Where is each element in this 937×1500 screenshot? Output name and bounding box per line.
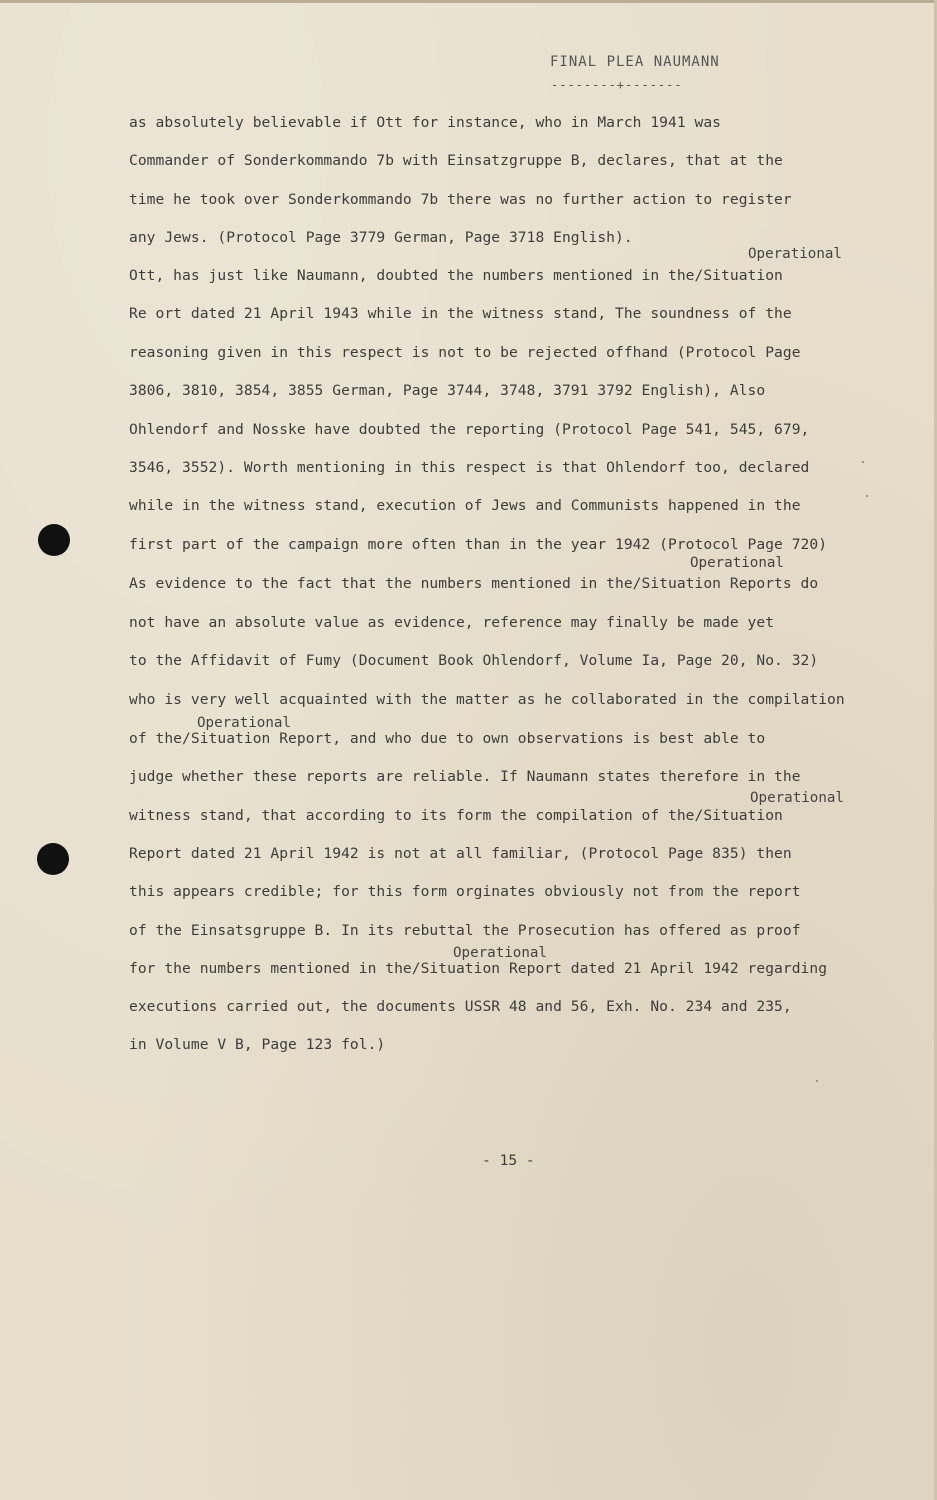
insert-operational-5: Operational xyxy=(453,945,547,961)
page-number: - 15 - xyxy=(482,1152,535,1169)
page-top-edge xyxy=(0,0,937,3)
body-line-7: reasoning given in this respect is not to be rejected offhand (Protocol Page xyxy=(129,344,801,361)
document-header-title: FINAL PLEA NAUMANN xyxy=(550,54,720,70)
body-line-1: as absolutely believable if Ott for instance, who in March 1941 was xyxy=(129,114,722,131)
body-line-14: not have an absolute value as evidence, reference may finally be made yet xyxy=(129,614,775,631)
insert-operational-1: Operational xyxy=(748,246,842,262)
body-line-5: Ott, has just like Naumann, doubted the numbers mentioned in the/Situation xyxy=(129,267,783,284)
body-line-19: witness stand, that according to its form the compilation of the/Situation xyxy=(129,807,783,824)
punch-hole-upper xyxy=(38,524,70,556)
body-line-20: Report dated 21 April 1942 is not at all familiar, (Protocol Page 835) then xyxy=(129,845,792,862)
paper-speck xyxy=(862,461,864,463)
body-line-23: for the numbers mentioned in the/Situation Report dated 21 April 1942 regarding xyxy=(129,960,828,977)
body-line-15: to the Affidavit of Fumy (Document Book Ohlendorf, Volume Ia, Page 20, No. 32) xyxy=(129,652,819,669)
punch-hole-lower xyxy=(37,843,69,875)
body-line-24: executions carried out, the documents USSR 48 and 56, Exh. No. 234 and 235, xyxy=(129,998,792,1015)
body-line-25: in Volume V B, Page 123 fol.) xyxy=(129,1036,386,1053)
paper-speck xyxy=(866,495,868,497)
body-line-6: Re ort dated 21 April 1943 while in the witness stand, The soundness of the xyxy=(129,305,792,322)
body-line-10: 3546, 3552). Worth mentioning in this respect is that Ohlendorf too, declared xyxy=(129,459,810,476)
body-line-8: 3806, 3810, 3854, 3855 German, Page 3744, 3748, 3791 3792 English), Also xyxy=(129,382,766,399)
body-line-12: first part of the campaign more often than in the year 1942 (Protocol Page 720) xyxy=(129,536,828,553)
insert-operational-2: Operational xyxy=(690,555,784,571)
insert-operational-4: Operational xyxy=(750,790,844,806)
body-line-4: any Jews. (Protocol Page 3779 German, Page 3718 English). xyxy=(129,229,633,246)
body-line-16: who is very well acquainted with the matter as he collaborated in the compilation xyxy=(129,691,845,708)
document-header-rule: --------+------- xyxy=(551,78,683,92)
body-line-9: Ohlendorf and Nosske have doubted the reporting (Protocol Page 541, 545, 679, xyxy=(129,421,810,438)
body-line-3: time he took over Sonderkommando 7b there was no further action to register xyxy=(129,191,792,208)
body-line-2: Commander of Sonderkommando 7b with Einsatzgruppe B, declares, that at the xyxy=(129,152,783,169)
body-line-18: judge whether these reports are reliable. If Naumann states therefore in the xyxy=(129,768,801,785)
body-line-22: of the Einsatsgruppe B. In its rebuttal the Prosecution has offered as proof xyxy=(129,922,801,939)
insert-operational-3: Operational xyxy=(197,715,291,731)
body-line-13: As evidence to the fact that the numbers mentioned in the/Situation Reports do xyxy=(129,575,819,592)
body-line-11: while in the witness stand, execution of Jews and Communists happened in the xyxy=(129,497,801,514)
body-line-21: this appears credible; for this form orginates obviously not from the report xyxy=(129,883,801,900)
paper-speck xyxy=(816,1080,818,1082)
body-line-17: of the/Situation Report, and who due to own observations is best able to xyxy=(129,730,766,747)
